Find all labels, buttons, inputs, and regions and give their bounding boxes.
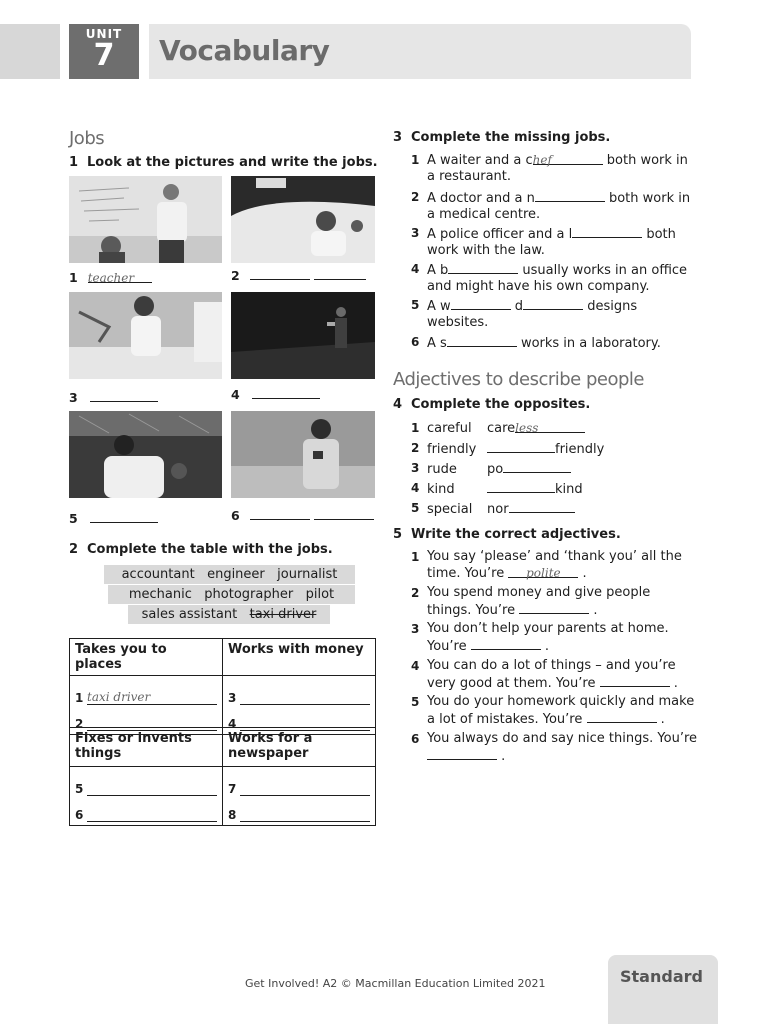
ex1-answer-2a[interactable] — [250, 267, 310, 280]
item-number: 4 — [411, 481, 420, 495]
photo-dentist — [69, 292, 222, 379]
item-number: 1 — [411, 153, 420, 167]
footer-copyright: Get Involved! A2 © Macmillan Education Limited 2021 — [245, 977, 546, 990]
item-line2: time. You’re — [427, 566, 505, 581]
item-text-line2: work with the law. — [427, 243, 545, 258]
ex1-answer-3[interactable] — [90, 389, 158, 402]
table-answer-7 — [240, 781, 370, 796]
table-row[interactable] — [228, 679, 370, 705]
ex5-answer-1-text: polite — [526, 566, 561, 580]
item-end: . — [593, 603, 598, 618]
item-end: . — [544, 639, 550, 654]
ex1-instruction — [69, 155, 378, 170]
ex3-number: 3 — [393, 130, 403, 145]
ex1-item-2 — [231, 267, 366, 283]
item-end: . — [501, 749, 506, 764]
item-text-pre: A s — [427, 336, 447, 351]
ex1-answer-1-text: teacher — [87, 271, 135, 285]
title-bar — [149, 24, 691, 79]
table1-cell-money — [223, 676, 376, 735]
ex3-answer-3[interactable] — [572, 225, 642, 238]
ex3-item-6 — [411, 334, 711, 352]
item-line2: a lot of mistakes. You’re — [427, 712, 583, 727]
ex1-item-6-number: 6 — [231, 508, 240, 523]
ex4-item-4 — [411, 480, 583, 498]
ex1-answer-2b[interactable] — [314, 267, 366, 280]
section-title-adjectives: Adjectives to describe people — [393, 369, 644, 390]
row-number: 1 — [75, 691, 84, 705]
item-end: . — [660, 712, 665, 727]
ex4-number: 4 — [393, 397, 403, 412]
word-photographer: photographer — [204, 587, 294, 602]
ex1-item-2-number: 2 — [231, 268, 240, 283]
table2-header-newspaper: Works for a newspaper — [223, 728, 376, 767]
ex3-answer-1-text: hef — [532, 153, 552, 167]
ex4-answer-1[interactable] — [515, 420, 585, 433]
header-left-block — [0, 24, 60, 79]
ex5-item-6 — [411, 731, 731, 765]
ex4-prefix: nor — [487, 502, 509, 517]
row-number: 5 — [75, 782, 84, 796]
item-number: 2 — [411, 190, 420, 204]
photo-taxi-driver — [231, 176, 375, 263]
ex4-prefix: po — [487, 462, 504, 477]
table-row[interactable] — [75, 679, 217, 705]
item-number: 1 — [411, 550, 420, 564]
table-row[interactable] — [228, 770, 370, 796]
item-text-post: designs — [583, 299, 638, 314]
item-text-post: both — [642, 227, 676, 242]
ex4-item-3 — [411, 460, 571, 478]
ex5-answer-3[interactable] — [471, 637, 541, 650]
table-row[interactable] — [228, 796, 370, 822]
ex2-number: 2 — [69, 542, 79, 557]
item-text-mid: d — [510, 299, 524, 314]
ex1-answer-6a[interactable] — [250, 507, 310, 520]
ex1-item-5-number: 5 — [69, 511, 78, 526]
word-journalist: journalist — [277, 567, 338, 582]
ex4-answer-2[interactable] — [487, 440, 555, 453]
jobs-table-1 — [69, 638, 376, 735]
item-line1: You can do a lot of things – and you’re — [427, 658, 676, 673]
ex4-suffix: kind — [555, 482, 583, 497]
ex3-answer-6[interactable] — [447, 334, 517, 347]
item-text-post: works in a laboratory. — [516, 336, 661, 351]
table1-cell-places — [70, 676, 223, 735]
table-row[interactable] — [75, 796, 217, 822]
item-line1: You do your homework quickly and make — [427, 694, 695, 709]
ex5-item-2 — [411, 585, 731, 619]
ex1-item-3-number: 3 — [69, 390, 78, 405]
table1-header-places: Takes you to places — [70, 639, 223, 676]
item-line2: You’re — [427, 639, 467, 654]
ex2-instruction — [69, 542, 333, 557]
item-text-line2: websites. — [427, 315, 489, 330]
ex5-item-5 — [411, 694, 731, 728]
photo-teacher — [69, 176, 222, 263]
item-text-line2: a medical centre. — [427, 207, 541, 222]
item-number: 2 — [411, 441, 420, 455]
ex5-answer-6[interactable] — [427, 747, 497, 760]
item-text-pre: A w — [427, 299, 451, 314]
item-number: 6 — [411, 335, 420, 349]
item-text-pre: A doctor and a n — [427, 191, 535, 206]
ex3-answer-2[interactable] — [535, 189, 605, 202]
ex5-answer-1[interactable] — [508, 565, 578, 578]
ex4-answer-5[interactable] — [509, 500, 575, 513]
table-answer-1: taxi driver — [87, 690, 217, 705]
item-line1: You say ‘please’ and ‘thank you’ all the — [427, 549, 682, 564]
unit-number: 7 — [93, 38, 115, 73]
item-number: 5 — [411, 501, 420, 515]
row-number: 3 — [228, 691, 237, 705]
ex3-answer-1[interactable] — [533, 152, 603, 165]
ex4-word: kind — [427, 482, 455, 497]
ex3-instruction — [393, 130, 610, 145]
word-sales-assistant: sales assistant — [141, 607, 238, 622]
photo-singer — [69, 411, 222, 498]
item-line2: very good at them. You’re — [427, 676, 596, 691]
ex1-item-4-number: 4 — [231, 387, 240, 402]
ex1-instruction-text: Look at the pictures and write the jobs. — [87, 155, 378, 170]
item-number: 4 — [411, 262, 420, 276]
unit-label: UNIT — [85, 27, 123, 41]
word-taxi-driver-crossed: taxi driver — [249, 607, 317, 622]
table-row[interactable] — [75, 770, 217, 796]
row-number: 8 — [228, 808, 237, 822]
ex1-item-5 — [69, 510, 158, 526]
item-text-pre: A police officer and a l — [427, 227, 573, 242]
ex3-item-2 — [411, 189, 711, 223]
ex3-item-3 — [411, 225, 711, 259]
item-text-pre: A b — [427, 263, 449, 278]
table-answer-6 — [87, 807, 217, 822]
ex1-item-6 — [231, 507, 374, 523]
ex1-answer-5[interactable] — [90, 510, 158, 523]
table-answer-3 — [240, 690, 370, 705]
ex4-answer-3[interactable] — [503, 460, 571, 473]
ex5-answer-4[interactable] — [600, 674, 670, 687]
item-line1: You spend money and give people — [427, 585, 651, 600]
item-text-post: both work in — [602, 153, 688, 168]
item-text-line2: and might have his own company. — [427, 279, 650, 294]
ex4-word: careful — [427, 421, 472, 436]
ex5-answer-5[interactable] — [587, 710, 657, 723]
row-number: 6 — [75, 808, 84, 822]
ex1-item-1-number: 1 — [69, 270, 78, 285]
ex4-instruction — [393, 397, 590, 412]
ex5-instruction-text: Write the correct adjectives. — [411, 527, 621, 542]
ex3-answer-4[interactable] — [448, 261, 518, 274]
photo-actor — [231, 292, 375, 379]
item-end: . — [582, 566, 587, 581]
item-text-post: usually works in an office — [518, 263, 688, 278]
ex4-answer-4[interactable] — [487, 480, 555, 493]
ex5-number: 5 — [393, 527, 403, 542]
ex1-number: 1 — [69, 155, 79, 170]
ex5-item-3 — [411, 621, 731, 655]
ex5-item-4 — [411, 658, 731, 692]
ex3-item-1 — [411, 152, 711, 185]
item-text-line2: a restaurant. — [427, 169, 512, 184]
item-text-pre: A waiter and a c — [427, 153, 533, 168]
ex3-item-4 — [411, 261, 731, 295]
ex4-word: special — [427, 502, 473, 517]
item-number: 4 — [411, 659, 420, 673]
table2-cell-newspaper — [223, 767, 376, 826]
table2-header-fixes: Fixes or invents things — [70, 728, 223, 767]
ex2-instruction-text: Complete the table with the jobs. — [87, 542, 333, 557]
word-engineer: engineer — [207, 567, 265, 582]
item-number: 6 — [411, 732, 420, 746]
table-answer-5 — [87, 781, 217, 796]
ex1-item-3 — [69, 389, 158, 405]
ex1-item-1 — [69, 270, 152, 285]
item-number: 3 — [411, 461, 420, 475]
item-number: 5 — [411, 695, 420, 709]
table1-header-money: Works with money — [223, 639, 376, 676]
item-line1: You always do and say nice things. You’re — [427, 731, 698, 746]
ex5-answer-2[interactable] — [519, 601, 589, 614]
item-number: 5 — [411, 298, 420, 312]
ex3-item-5 — [411, 297, 711, 331]
ex5-item-1 — [411, 549, 731, 582]
item-number: 2 — [411, 586, 420, 600]
table2-cell-fixes — [70, 767, 223, 826]
ex1-item-4 — [231, 386, 320, 402]
ex3-instruction-text: Complete the missing jobs. — [411, 130, 611, 145]
ex3-answer-5a[interactable] — [451, 297, 511, 310]
ex4-suffix: friendly — [555, 442, 605, 457]
ex4-answer-1-text: less — [515, 421, 539, 435]
row-number: 4 — [228, 717, 237, 731]
ex1-answer-4[interactable] — [252, 386, 320, 399]
ex3-answer-5b[interactable] — [523, 297, 583, 310]
item-number: 1 — [411, 421, 420, 435]
ex4-word: rude — [427, 462, 457, 477]
level-tab — [608, 955, 718, 1024]
page-title: Vocabulary — [159, 34, 330, 67]
item-text-post: both work in — [604, 191, 691, 206]
word-box-row-1 — [104, 565, 355, 584]
item-number: 3 — [411, 226, 420, 240]
word-accountant: accountant — [121, 567, 195, 582]
ex1-answer-1[interactable] — [88, 270, 152, 283]
word-pilot: pilot — [305, 587, 335, 602]
section-title-jobs: Jobs — [69, 128, 105, 149]
item-line2: things. You’re — [427, 603, 516, 618]
ex4-item-1 — [411, 420, 585, 437]
item-end: . — [673, 676, 678, 691]
jobs-table-2 — [69, 727, 376, 826]
photo-police-officer — [231, 411, 375, 498]
ex4-item-5 — [411, 500, 575, 518]
ex5-instruction — [393, 527, 621, 542]
word-box-row-2 — [108, 585, 355, 604]
word-mechanic: mechanic — [128, 587, 192, 602]
unit-badge — [69, 24, 139, 79]
row-number: 7 — [228, 782, 237, 796]
item-number: 3 — [411, 622, 420, 636]
table-answer-8 — [240, 807, 370, 822]
word-box-row-3 — [128, 605, 330, 624]
ex4-item-2 — [411, 440, 604, 458]
level-label: Standard — [620, 967, 703, 986]
ex1-answer-6b[interactable] — [314, 507, 374, 520]
ex4-word: friendly — [427, 442, 477, 457]
row-number: 2 — [75, 717, 84, 731]
ex4-prefix: care — [487, 421, 516, 436]
item-line1: You don’t help your parents at home. — [427, 621, 669, 636]
ex4-instruction-text: Complete the opposites. — [411, 397, 591, 412]
